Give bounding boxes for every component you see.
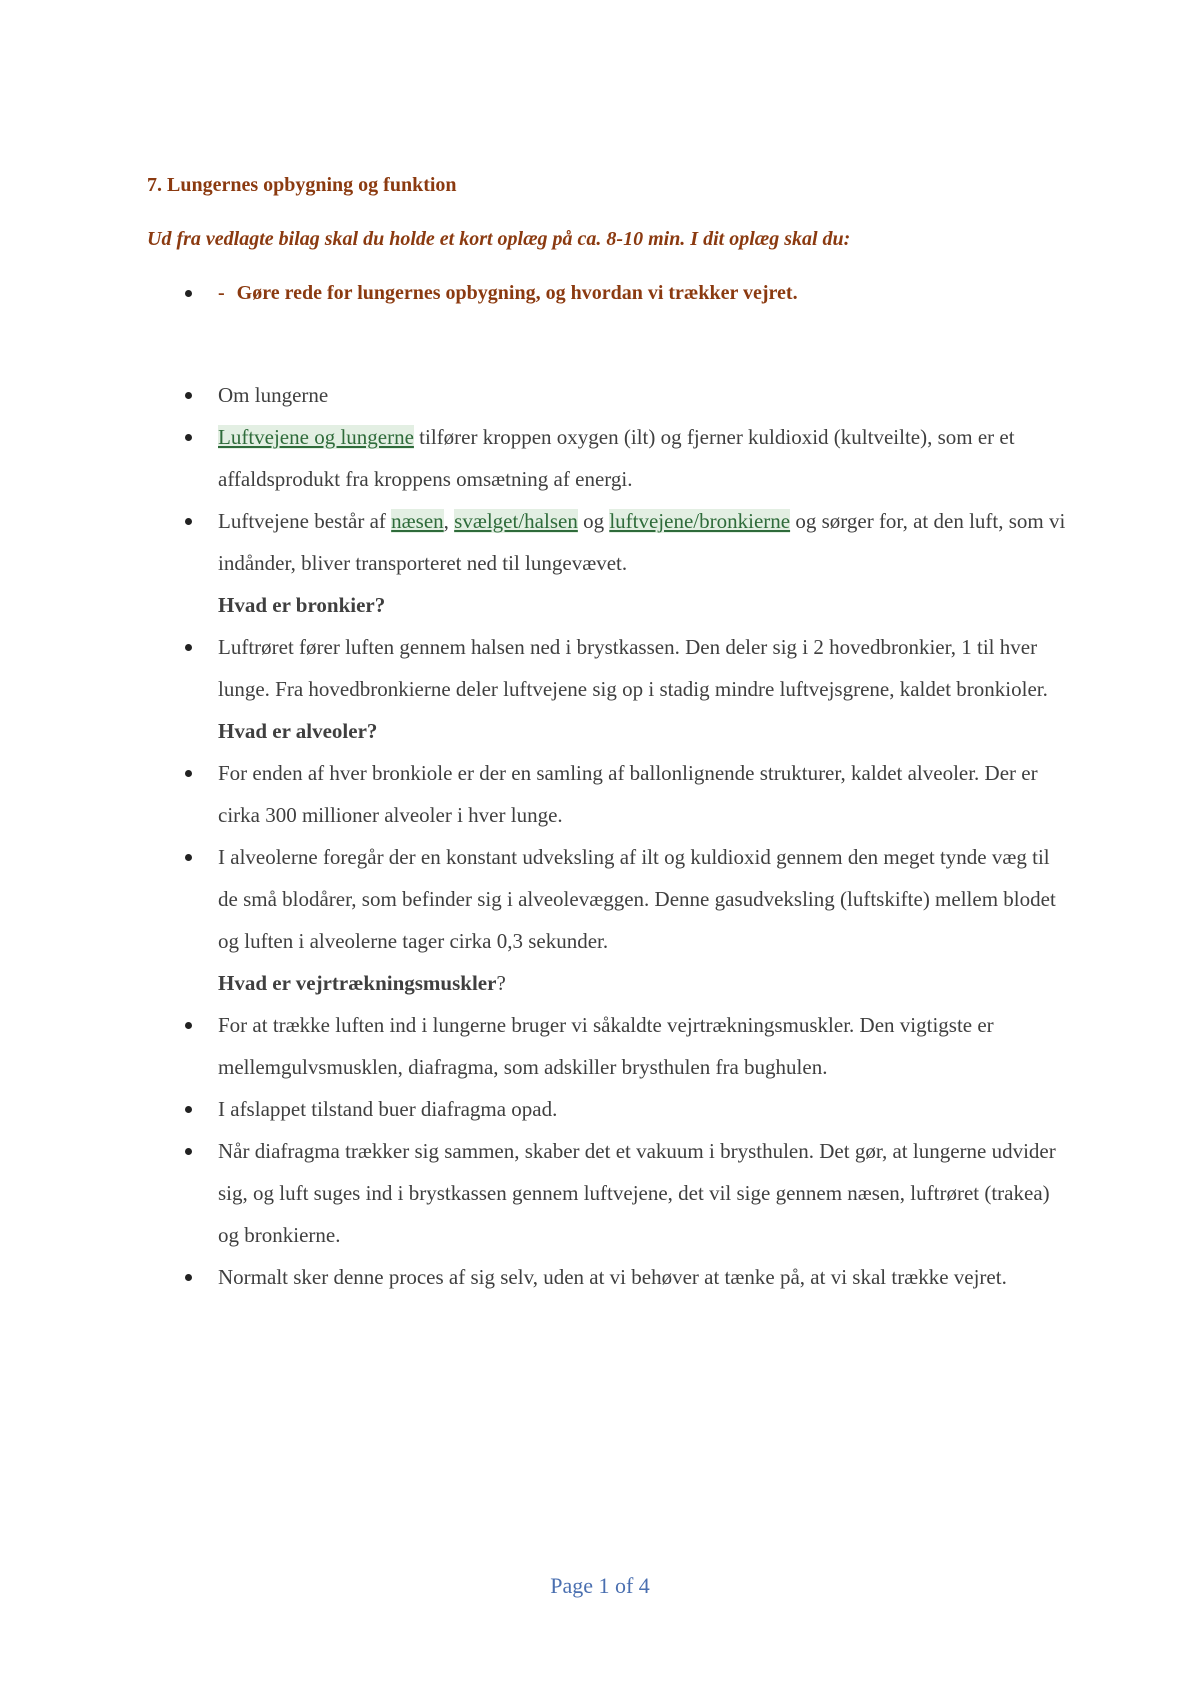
bullet-icon — [185, 1274, 192, 1281]
list-item-text: Når diafragma trækker sig sammen, skaber det et vakuum i brysthulen. Det gør, at lungerne udvider sig, og luft suges ind i brystkassen gennem luftvejene, det vil sige gennem næsen, luftrøret (trakea) og bronkierne. — [218, 1139, 1056, 1247]
bullet-icon — [185, 1148, 192, 1155]
list-item — [218, 1004, 1068, 1088]
list-item-text: Luftvejene består af — [218, 509, 392, 533]
list-item — [218, 626, 1068, 710]
list-item-text: og sørger for, at den luft, som vi indånder, bliver transporteret ned til lungevævet. — [218, 509, 1066, 575]
list-item-text: Normalt sker denne proces af sig selv, uden at vi behøver at tænke på, at vi skal trække vejret. — [218, 1265, 1007, 1289]
list-item — [218, 836, 1068, 962]
bullet-icon — [185, 1106, 192, 1113]
task-item-text: Gøre rede for lungernes opbygning, og hvordan vi trækker vejret. — [236, 282, 798, 304]
list-item — [218, 1130, 1068, 1256]
separator-text: , — [443, 509, 455, 533]
content-list — [218, 374, 1068, 1298]
bullet-icon — [185, 770, 192, 777]
list-item — [218, 1088, 1068, 1130]
link-svaelget-halsen[interactable]: svælget/halsen — [454, 509, 578, 533]
link-luftvejene-bronkierne[interactable]: luftvejene/bronkierne — [609, 509, 791, 533]
list-item-text: Om lungerne — [218, 383, 329, 407]
bullet-icon — [185, 392, 192, 399]
bullet-icon — [185, 434, 192, 441]
subheading-alveoler: Hvad er alveoler? — [218, 719, 378, 743]
bullet-icon — [185, 290, 192, 297]
list-item-text: I afslappet tilstand buer diafragma opad. — [218, 1097, 558, 1121]
link-naesen[interactable]: næsen — [391, 509, 444, 533]
separator-text: og — [577, 509, 610, 533]
list-item — [218, 416, 1068, 500]
list-item — [218, 500, 1068, 584]
bullet-icon — [185, 518, 192, 525]
task-item — [218, 282, 798, 305]
subheading-bronkier: Hvad er bronkier? — [218, 593, 386, 617]
list-item-text: I alveolerne foregår der en konstant udveksling af ilt og kuldioxid gennem den meget tynde væg til de små blodårer, som befinder sig i alveolevæggen. Denne gasudveksling (luftskifte) mellem blodet og luften i alveolerne tager cirka 0,3 sekunder. — [218, 845, 1056, 953]
list-item-text: For at trække luften ind i lungerne bruger vi såkaldte vejrtrækningsmuskler. Den vigtigste er mellemgulvsmusklen, diafragma, som adskiller brysthulen fra bughulen. — [218, 1013, 994, 1079]
section-heading: 7. Lungernes opbygning og funktion — [147, 174, 457, 196]
list-item-text: Luftrøret fører luften gennem halsen ned i brystkassen. Den deler sig i 2 hovedbronkier, 1 til hver lunge. Fra hovedbronkierne deler luftvejene sig op i stadig mindre luftvejsgrene, kaldet bronkioler. — [218, 635, 1048, 701]
list-item — [218, 752, 1068, 836]
list-item-text: tilfører kroppen oxygen (ilt) og fjerner kuldioxid (kultveilte), som er et affaldsprodukt fra kroppens omsætning af energi. — [218, 425, 1015, 491]
bullet-icon — [185, 854, 192, 861]
link-luftvejene-og-lungerne[interactable]: Luftvejene og lungerne — [218, 425, 414, 449]
task-dash: - — [218, 282, 225, 304]
subheading-text: Hvad er vejrtrækningsmuskler — [218, 971, 497, 995]
bullet-icon — [185, 644, 192, 651]
bullet-icon — [185, 1022, 192, 1029]
subheading-vejrtraekningsmuskler — [218, 962, 1068, 1004]
task-intro: Ud fra vedlagte bilag skal du holde et kort oplæg på ca. 8-10 min. I dit oplæg skal du: — [147, 228, 851, 250]
list-item — [218, 1256, 1068, 1298]
page-number: Page 1 of 4 — [550, 1573, 650, 1598]
list-item-text: For enden af hver bronkiole er der en samling af ballonlignende strukturer, kaldet alveoler. Der er cirka 300 millioner alveoler i hver lunge. — [218, 761, 1038, 827]
question-mark: ? — [496, 971, 506, 995]
list-item — [218, 374, 1068, 416]
